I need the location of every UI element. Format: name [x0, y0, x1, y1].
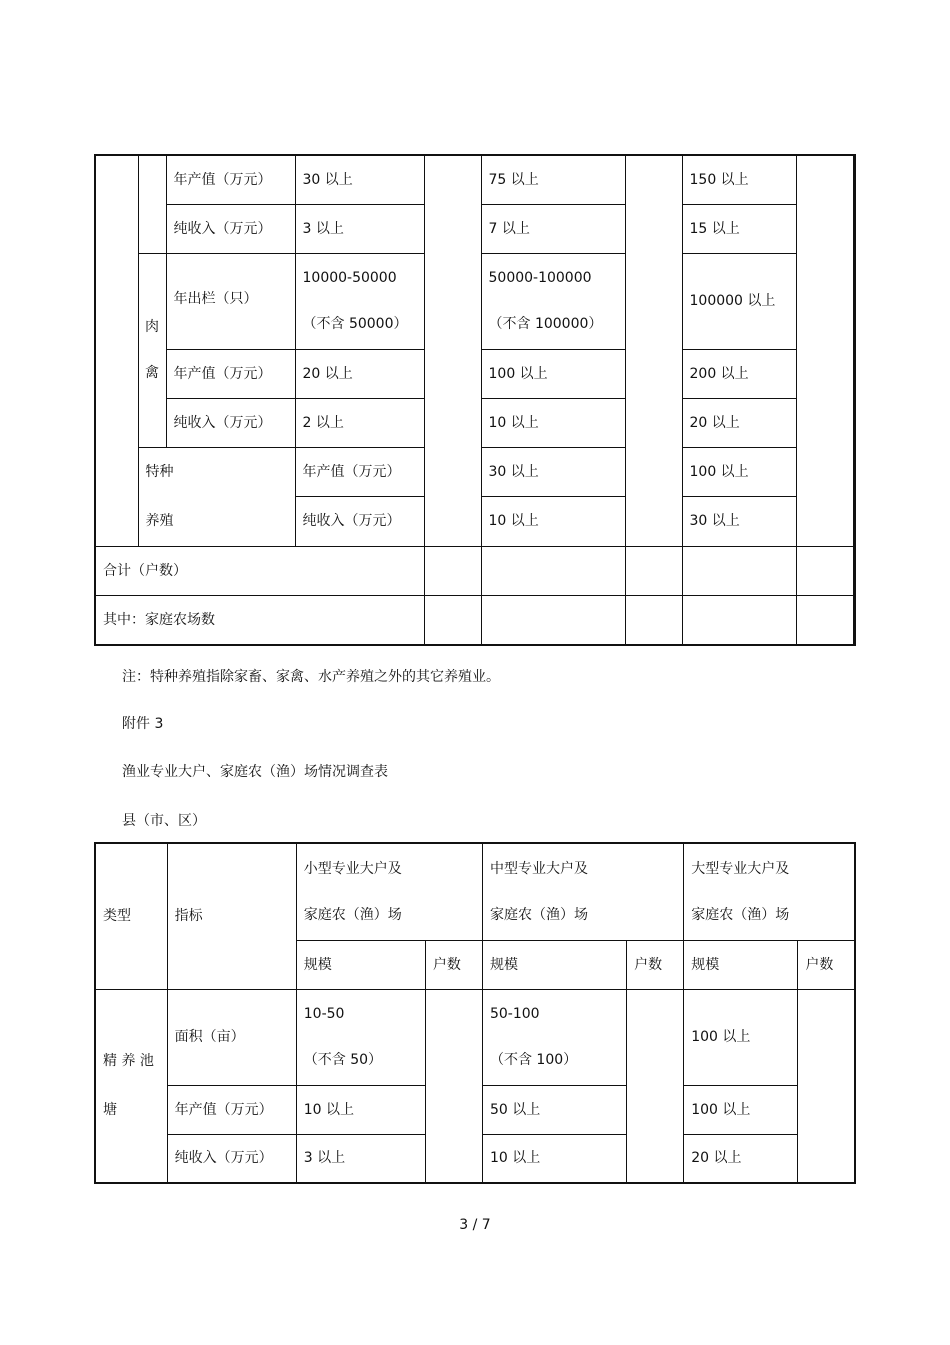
medium-scale-cell: 7 以上	[481, 204, 625, 253]
large-scale-cell	[853, 447, 855, 497]
large-households-cell	[796, 155, 853, 546]
large-scale-cell: 100000 以上	[682, 253, 796, 349]
small-scale-cell: 20 以上	[295, 349, 424, 398]
type-blank-cell	[95, 155, 138, 546]
indicator-cell: 纯收入（万元）	[295, 497, 424, 547]
large-households-cell	[798, 989, 855, 1183]
large-scale-cell: 150 以上	[682, 155, 796, 204]
family-farm-label: 其中：家庭农场数	[95, 595, 424, 645]
small-households-cell	[425, 989, 482, 1183]
farm-large-households-cell	[796, 595, 853, 645]
medium-scale-cell: 50000-100000 （不含 100000）	[481, 253, 625, 349]
large-scale-cell: 15 以上	[682, 204, 796, 253]
meat-poultry-label: 肉 禽	[138, 253, 166, 447]
total-large-households-cell	[796, 546, 853, 595]
indicator-cell: 纯收入（万元）	[166, 398, 295, 447]
small-households-cell	[424, 155, 481, 546]
medium-scale-cell: 10 以上	[481, 398, 625, 447]
indicator-cell: 年产值（万元）	[295, 447, 424, 497]
large-scale-cell: 100 以上	[684, 989, 798, 1085]
medium-scale-cell: 100 以上	[481, 349, 625, 398]
small-scale-cell: 3 以上	[296, 1134, 425, 1183]
indicator-cell: 年产值（万元）	[166, 155, 295, 204]
small-scale-cell: 30 以上	[481, 447, 625, 497]
large-scale-cell: 20 以上	[682, 398, 796, 447]
header-type: 类型	[95, 843, 167, 989]
medium-scale-cell: 10 以上	[482, 1134, 626, 1183]
small-scale-cell: 2 以上	[295, 398, 424, 447]
large-scale-cell	[853, 497, 855, 547]
small-scale-cell: 10-50 （不含 50）	[296, 989, 425, 1085]
livestock-table-continued	[94, 154, 856, 646]
header-large-households: 户数	[798, 940, 855, 989]
small-scale-cell: 10 以上	[481, 497, 625, 547]
farm-medium-households-cell	[625, 595, 682, 645]
total-medium-households-cell	[625, 546, 682, 595]
header-medium-scale: 规模	[482, 940, 626, 989]
large-scale-cell: 20 以上	[684, 1134, 798, 1183]
total-households-label: 合计（户数）	[95, 546, 424, 595]
total-medium-cell	[481, 546, 625, 595]
farm-large-cell	[682, 595, 796, 645]
subtype-blank-cell	[138, 155, 166, 253]
header-medium-households: 户数	[627, 940, 684, 989]
total-small-cell	[424, 546, 481, 595]
medium-scale-cell: 100 以上	[682, 447, 796, 497]
fishery-survey-table	[94, 842, 856, 1184]
attachment-label: 附件 3	[122, 716, 164, 732]
medium-scale-cell: 30 以上	[682, 497, 796, 547]
medium-scale-cell: 75 以上	[481, 155, 625, 204]
header-medium: 中型专业大户及 家庭农（渔）场	[482, 843, 683, 940]
table-title: 渔业专业大户、家庭农（渔）场情况调查表	[122, 764, 388, 780]
medium-households-cell	[627, 989, 684, 1183]
header-large: 大型专业大户及 家庭农（渔）场	[684, 843, 855, 940]
small-scale-cell: 30 以上	[295, 155, 424, 204]
farm-medium-cell	[481, 595, 625, 645]
indicator-cell: 年出栏（只）	[166, 253, 295, 349]
large-scale-cell: 100 以上	[684, 1085, 798, 1134]
header-indicator: 指标	[167, 843, 296, 989]
large-scale-cell: 200 以上	[682, 349, 796, 398]
special-breeding-label: 特种 养殖	[138, 447, 295, 546]
county-label: 县（市、区）	[122, 813, 206, 829]
medium-scale-cell: 50 以上	[482, 1085, 626, 1134]
table-note: 注：特种养殖指除家畜、家禽、水产养殖之外的其它养殖业。	[122, 669, 500, 685]
header-small-scale: 规模	[296, 940, 425, 989]
intensive-pond-label: 精 养 池 塘	[95, 989, 167, 1183]
small-scale-cell: 10 以上	[296, 1085, 425, 1134]
indicator-cell: 纯收入（万元）	[166, 204, 295, 253]
medium-households-cell	[625, 155, 682, 546]
farm-small-cell	[424, 595, 481, 645]
total-large-cell	[682, 546, 796, 595]
small-scale-cell: 10000-50000 （不含 50000）	[295, 253, 424, 349]
small-scale-cell: 3 以上	[295, 204, 424, 253]
header-small-households: 户数	[425, 940, 482, 989]
header-small: 小型专业大户及 家庭农（渔）场	[296, 843, 482, 940]
indicator-cell: 纯收入（万元）	[167, 1134, 296, 1183]
indicator-cell: 年产值（万元）	[166, 349, 295, 398]
indicator-cell: 面积（亩）	[167, 989, 296, 1085]
indicator-cell: 年产值（万元）	[167, 1085, 296, 1134]
medium-scale-cell: 50-100 （不含 100）	[482, 989, 626, 1085]
header-large-scale: 规模	[684, 940, 798, 989]
page-number: 3 / 7	[459, 1217, 491, 1233]
